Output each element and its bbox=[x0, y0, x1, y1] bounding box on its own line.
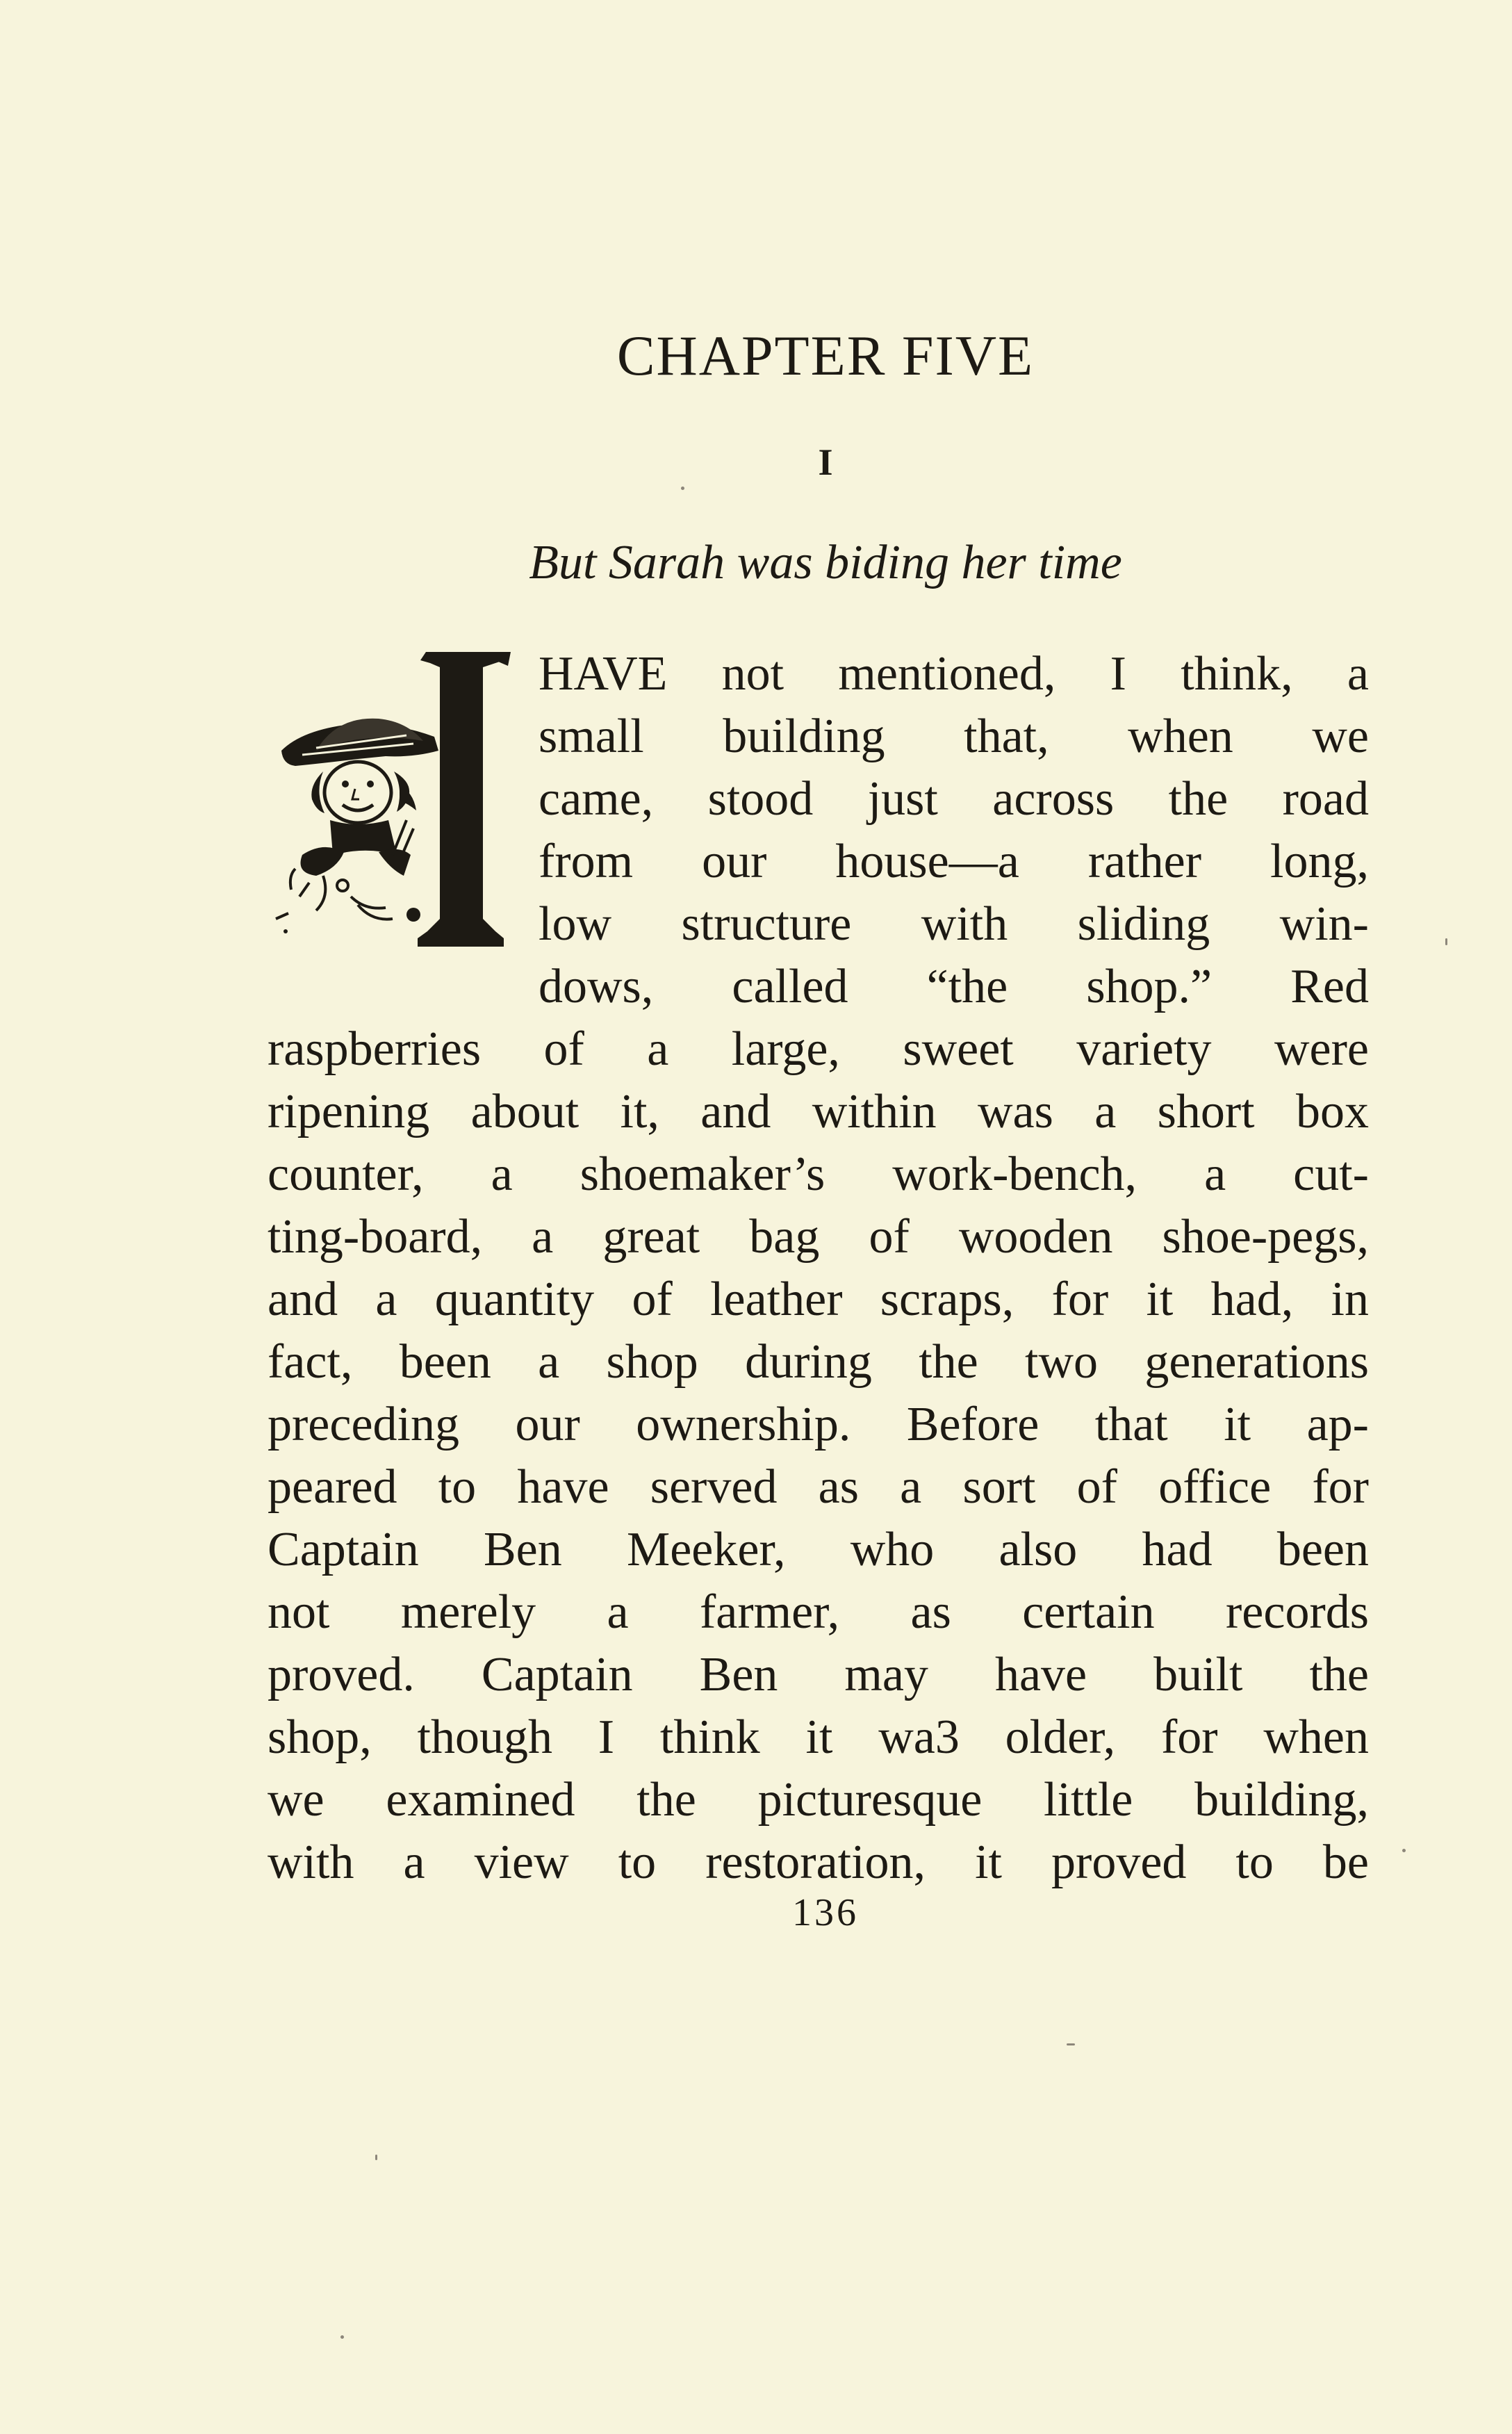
body-line: small building that, when we bbox=[539, 710, 1369, 763]
body-line: ting-board, a great bag of wooden shoe-pegs, bbox=[268, 1210, 1369, 1264]
body-line: preceding our ownership. Before that it ap- bbox=[268, 1398, 1369, 1451]
chapter-title: CHAPTER FIVE bbox=[616, 324, 1035, 387]
drop-cap-illustration bbox=[274, 646, 514, 952]
body-line: came, stood just across the road bbox=[539, 772, 1369, 826]
body-line: and a quantity of leather scraps, for it had, in bbox=[268, 1273, 1369, 1326]
body-line: peared to have served as a sort of office for bbox=[268, 1460, 1369, 1514]
body-line: proved. Captain Ben may have built the bbox=[268, 1648, 1369, 1701]
page-number: 136 bbox=[792, 1891, 859, 1934]
body-line: shop, though I think it wa3 older, for when bbox=[268, 1710, 1369, 1764]
paper-speck bbox=[1067, 2043, 1075, 2045]
body-line: counter, a shoemaker’s work-bench, a cut- bbox=[268, 1147, 1369, 1201]
paper-speck bbox=[1445, 938, 1447, 945]
body-line: not merely a farmer, as certain records bbox=[268, 1585, 1369, 1639]
body-line: dows, called “the shop.” Red bbox=[539, 960, 1369, 1013]
body-line: with a view to restoration, it proved to be bbox=[268, 1836, 1369, 1889]
body-line: fact, been a shop during the two generations bbox=[268, 1335, 1369, 1389]
body-line: low structure with sliding win- bbox=[539, 897, 1369, 951]
body-line: HAVE not mentioned, I think, a bbox=[539, 647, 1369, 701]
paper-speck bbox=[681, 487, 684, 490]
pirate-drop-cap-icon bbox=[274, 646, 514, 952]
body-line: we examined the picturesque little building, bbox=[268, 1773, 1369, 1827]
body-line: Captain Ben Meeker, who also had been bbox=[268, 1523, 1369, 1576]
body-line: ripening about it, and within was a short box bbox=[268, 1085, 1369, 1138]
section-subtitle: But Sarah was biding her time bbox=[529, 536, 1122, 589]
body-line: raspberries of a large, sweet variety were bbox=[268, 1022, 1369, 1076]
body-line: from our house—a rather long, bbox=[539, 835, 1369, 888]
section-number: I bbox=[818, 441, 833, 483]
paper-speck bbox=[375, 2155, 377, 2160]
paper-speck bbox=[1402, 1849, 1406, 1852]
paper-speck bbox=[340, 2335, 344, 2339]
